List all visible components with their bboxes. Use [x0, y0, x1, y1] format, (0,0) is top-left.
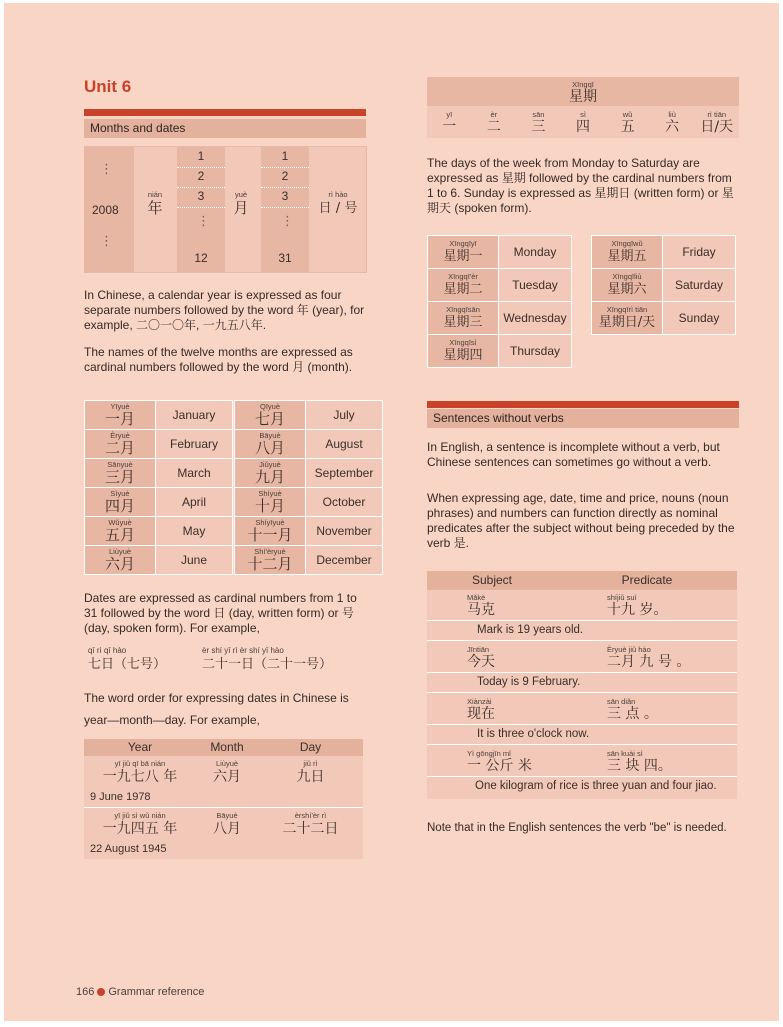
- weekday-chinese-cell: [592, 269, 663, 302]
- example-2-chinese: 二十一日（二十一号）: [202, 657, 333, 672]
- weekday-row: [428, 236, 572, 269]
- month-chinese: 十月: [254, 497, 285, 515]
- sentence-translation: Today is 9 February.: [477, 676, 581, 688]
- month-row: [85, 546, 233, 575]
- paragraph-year: In Chinese, a calendar year is expressed as four separate numbers followed by the word 年 (year), for example, 二〇一〇年, 一九五八年.: [84, 288, 365, 332]
- month-english: February: [156, 430, 233, 459]
- subject-pinyin: Xiànzài: [467, 697, 492, 706]
- month-chinese: 四月: [104, 497, 135, 515]
- day-num-cell: 1: [261, 149, 309, 168]
- month-num-cell: 12: [194, 251, 208, 265]
- weekday-chinese-cell: [592, 236, 663, 269]
- months-dates-table: [84, 146, 367, 273]
- ymd-cell: 八月: [213, 821, 241, 837]
- row-divider: [427, 692, 737, 693]
- month-english: August: [306, 430, 383, 459]
- weekday-pinyin: Xīngqīyī: [449, 239, 477, 248]
- weekday-english: Friday: [663, 236, 736, 269]
- weekday-chinese: 星期二: [443, 282, 483, 297]
- weekday-number-chinese: 四: [575, 119, 590, 135]
- weekday-number-chinese: 二: [486, 119, 501, 135]
- ymd-cell: 二十二日: [282, 821, 339, 837]
- dots-icon: ⋮: [197, 213, 210, 228]
- ymd-header-day: Day: [299, 740, 322, 754]
- weekday-row: [428, 335, 572, 368]
- ymd-header-year: Year: [127, 740, 153, 754]
- subject-pinyin: Jīntiān: [467, 645, 490, 654]
- weekday-english: Sunday: [663, 302, 736, 335]
- month-num-cell: 1: [177, 149, 225, 168]
- ymd-row-english: 22 August 1945: [90, 843, 167, 855]
- dots-icon: ⋮: [100, 161, 113, 176]
- month-chinese-cell: [85, 459, 156, 488]
- weekday-number-chinese: 六: [665, 119, 680, 135]
- weekday-number-pinyin: sān: [532, 110, 545, 119]
- month-row: [235, 459, 383, 488]
- month-row: [85, 488, 233, 517]
- nian-pinyin: nián: [147, 190, 163, 199]
- month-pinyin: Shíyīyuè: [255, 518, 285, 527]
- sentence-translation: It is three o'clock now.: [477, 728, 590, 740]
- predicate-chinese: 三 点 。: [607, 706, 658, 722]
- month-chinese-cell: [235, 459, 306, 488]
- rihao-pinyin: rì hào: [328, 190, 348, 199]
- month-pinyin: Yīyuè: [110, 402, 130, 411]
- sentence-translation: One kilogram of rice is three yuan and four jiao.: [475, 780, 717, 792]
- month-row: [235, 517, 383, 546]
- predicate-chinese: 二月 九 号 。: [607, 654, 691, 670]
- weekday-chinese-cell: [592, 302, 663, 335]
- month-pinyin: Liùyuè: [108, 547, 132, 556]
- header-predicate: Predicate: [621, 573, 673, 587]
- weekday-chinese: 星期日/天: [598, 315, 656, 330]
- month-pinyin: Jiǔyuè: [259, 460, 281, 469]
- predicate-pinyin: sān kuài sì: [607, 749, 643, 758]
- day-num-cell: 3: [261, 189, 309, 208]
- ymd-cell: Bāyuè: [216, 811, 238, 820]
- example-1-pinyin: qī rì qī hào: [88, 646, 127, 655]
- rihao-char: 日 / 号: [318, 201, 358, 216]
- yue-char: 月: [233, 199, 249, 217]
- predicate-chinese: 三 块 四。: [607, 758, 672, 774]
- ymd-cell: jiǔ rì: [303, 759, 318, 768]
- month-english: October: [306, 488, 383, 517]
- month-chinese-cell: [85, 430, 156, 459]
- month-row: [85, 401, 233, 430]
- example-2-pinyin: èr shí yī rì èr shí yī hào: [202, 646, 284, 655]
- note-verb-be: Note that in the English sentences the verb "be" is needed.: [427, 822, 727, 834]
- weekday-pinyin: Xīngqīwǔ: [611, 239, 643, 248]
- section-bar-months: [84, 109, 366, 116]
- month-pinyin: Sìyuè: [110, 489, 130, 498]
- subject-chinese: 马克: [467, 602, 495, 618]
- month-chinese-cell: [235, 488, 306, 517]
- xingqi-pinyin: Xīngqī: [572, 80, 594, 89]
- ymd-cell: yī jiǔ qī bā nián: [114, 759, 166, 768]
- month-chinese-cell: [235, 546, 306, 575]
- weekday-number-pinyin: liù: [668, 110, 676, 119]
- weekday-english: Monday: [499, 236, 572, 269]
- weekday-english: Thursday: [499, 335, 572, 368]
- month-chinese: 二月: [104, 439, 135, 457]
- month-row: [235, 546, 383, 575]
- dots-icon: ⋮: [281, 213, 294, 228]
- month-english: December: [306, 546, 383, 575]
- weekday-chinese: 星期四: [443, 348, 483, 363]
- paragraph-no-verbs-1: In English, a sentence is incomplete without a verb, but Chinese sentences can sometimes go without a verb.: [427, 440, 720, 469]
- subject-pinyin: Mǎkè: [467, 593, 486, 602]
- weekday-pinyin: Xīngqīsì: [449, 338, 477, 347]
- ymd-cell: 一九七八 年: [102, 769, 178, 785]
- month-chinese: 五月: [104, 526, 135, 544]
- month-pinyin: Qīyuè: [259, 402, 280, 411]
- predicate-chinese: 十九 岁。: [607, 602, 668, 618]
- header-subject: Subject: [471, 573, 513, 587]
- weekday-row: [592, 302, 736, 335]
- weekday-number-pinyin: yī: [446, 110, 453, 119]
- row-divider: [427, 620, 737, 621]
- weekday-chinese: 星期三: [443, 315, 483, 330]
- month-chinese-cell: [85, 401, 156, 430]
- month-chinese-cell: [85, 517, 156, 546]
- weekday-chinese-cell: [428, 269, 499, 302]
- ymd-cell: èrshí'èr rì: [294, 811, 327, 820]
- weekday-chinese-cell: [428, 302, 499, 335]
- weekday-number-table: [427, 77, 739, 138]
- month-english: November: [306, 517, 383, 546]
- months-table-left: [84, 400, 233, 575]
- weekday-pinyin: Xīngqīsān: [446, 305, 480, 314]
- subject-pinyin: Yì gōngjīn mǐ: [467, 749, 511, 758]
- month-chinese-cell: [235, 517, 306, 546]
- month-row: [85, 430, 233, 459]
- weekday-number-pinyin: èr: [490, 110, 498, 119]
- month-english: March: [156, 459, 233, 488]
- weekday-row: [428, 302, 572, 335]
- example-1-chinese: 七日（七号）: [88, 657, 167, 672]
- month-chinese: 八月: [254, 439, 285, 457]
- paragraph-months: The names of the twelve months are expressed as cardinal numbers followed by the word 月 (month).: [84, 345, 353, 374]
- subject-predicate-table: [427, 571, 737, 799]
- ymd-cell: 六月: [213, 769, 241, 785]
- weekday-number-chinese: 一: [442, 119, 457, 135]
- sentence-translation: Mark is 19 years old.: [477, 624, 584, 636]
- row-divider: [427, 744, 737, 745]
- weekday-number-chinese: 日/天: [700, 119, 734, 135]
- months-table-right: [234, 400, 383, 575]
- month-pinyin: Shíyuè: [258, 489, 282, 498]
- section-heading-months: Months and dates: [84, 119, 366, 138]
- weekdays-table-left: [427, 235, 572, 368]
- month-row: [235, 401, 383, 430]
- month-chinese-cell: [85, 546, 156, 575]
- weekday-chinese: 星期一: [443, 249, 483, 264]
- weekdays-table-right: [591, 235, 736, 335]
- day-num-cell: 31: [278, 251, 292, 265]
- ymd-header-month: Month: [210, 740, 244, 754]
- weekday-number-pinyin: wǔ: [622, 110, 633, 119]
- month-pinyin: Shí'èryuè: [254, 547, 286, 556]
- subject-chinese: 一 公斤 米: [467, 758, 532, 774]
- weekday-english: Saturday: [663, 269, 736, 302]
- weekday-row: [428, 269, 572, 302]
- nian-char: 年: [147, 199, 163, 217]
- weekday-number-chinese: 五: [620, 119, 635, 135]
- yue-pinyin: yuè: [234, 190, 248, 199]
- xingqi-chinese: 星期: [569, 89, 597, 105]
- weekday-number-pinyin: sì: [580, 110, 586, 119]
- ymd-row-english: 9 June 1978: [90, 791, 151, 803]
- month-row: [85, 517, 233, 546]
- month-chinese: 七月: [254, 410, 285, 428]
- weekday-chinese-cell: [428, 236, 499, 269]
- row-divider: [427, 776, 737, 777]
- month-row: [235, 488, 383, 517]
- month-pinyin: Bāyuè: [259, 431, 281, 440]
- weekday-row: [592, 269, 736, 302]
- paragraph-word-order-2: year—month—day. For example,: [84, 713, 260, 727]
- month-chinese: 三月: [104, 468, 135, 486]
- subject-chinese: 今天: [467, 654, 495, 670]
- month-english: September: [306, 459, 383, 488]
- ymd-cell: 一九四五 年: [102, 821, 178, 837]
- row-divider: [427, 672, 737, 673]
- month-row: [235, 430, 383, 459]
- month-pinyin: Èryuè: [110, 431, 130, 440]
- month-num-cell: 2: [177, 169, 225, 188]
- month-chinese-cell: [85, 488, 156, 517]
- weekday-number-chinese: 三: [531, 119, 546, 135]
- weekday-pinyin: Xīngqīrì tiān: [606, 305, 648, 314]
- ymd-cell: 九日: [296, 769, 325, 785]
- subject-chinese: 现在: [467, 706, 495, 722]
- dots-icon: ⋮: [100, 233, 113, 248]
- weekday-pinyin: Xīngqī'èr: [448, 272, 478, 281]
- day-num-cell: 2: [261, 169, 309, 188]
- unit-title: Unit 6: [84, 77, 132, 96]
- month-pinyin: Sānyuè: [107, 460, 133, 469]
- month-chinese-cell: [235, 430, 306, 459]
- footer-label: Grammar reference: [108, 986, 205, 998]
- month-chinese: 九月: [254, 468, 285, 486]
- ymd-cell: Liùyuè: [215, 759, 239, 768]
- row-divider: [427, 724, 737, 725]
- weekday-row: [592, 236, 736, 269]
- month-chinese: 一月: [104, 410, 135, 428]
- textbook-page: [4, 3, 779, 1021]
- weekday-chinese-cell: [428, 335, 499, 368]
- month-english: May: [156, 517, 233, 546]
- year-value: 2008: [92, 203, 119, 217]
- paragraph-no-verbs-2: When expressing age, date, time and price, nouns (noun phrases) and numbers can function directly as nominal predicates after the subject without being preceded by the verb 是.: [427, 491, 735, 550]
- section-bar-no-verbs: [427, 401, 739, 408]
- paragraph-weekdays: The days of the week from Monday to Saturday are expressed as 星期 followed by the cardinal numbers from 1 to 6. Sunday is expressed as 星期日 (written form) or 星期天 (spoken form).: [427, 156, 734, 215]
- month-chinese: 十二月: [247, 555, 293, 573]
- ymd-cell: yī jiǔ sì wǔ nián: [114, 811, 166, 820]
- flower-icon: [97, 988, 105, 996]
- paragraph-word-order-1: The word order for expressing dates in Chinese is: [84, 691, 349, 705]
- month-num-cell: 3: [177, 189, 225, 208]
- month-english: April: [156, 488, 233, 517]
- section-heading-no-verbs: Sentences without verbs: [427, 409, 739, 428]
- weekday-english: Wednesday: [499, 302, 572, 335]
- ymd-table: [84, 739, 363, 859]
- month-row: [85, 459, 233, 488]
- weekday-chinese: 星期五: [607, 249, 647, 264]
- month-chinese: 六月: [104, 555, 135, 573]
- month-english: July: [306, 401, 383, 430]
- row-divider: [427, 640, 737, 641]
- weekday-chinese: 星期六: [607, 282, 647, 297]
- weekday-number-pinyin: rì tiān: [707, 110, 727, 119]
- weekday-english: Tuesday: [499, 269, 572, 302]
- month-chinese: 十一月: [247, 526, 293, 544]
- page-number: 166: [76, 986, 95, 998]
- predicate-pinyin: shíjiǔ suì: [607, 593, 637, 602]
- predicate-pinyin: sān diǎn: [607, 697, 636, 706]
- month-english: January: [156, 401, 233, 430]
- paragraph-dates: Dates are expressed as cardinal numbers from 1 to 31 followed by the word 日 (day, written form) or 号 (day, spoken form). For example,: [84, 591, 357, 635]
- month-pinyin: Wǔyuè: [108, 518, 132, 527]
- weekday-pinyin: Xīngqīliù: [612, 272, 642, 281]
- predicate-pinyin: Èryuè jiǔ hào: [607, 645, 651, 654]
- month-english: June: [156, 546, 233, 575]
- page-footer: [76, 986, 204, 998]
- month-chinese-cell: [235, 401, 306, 430]
